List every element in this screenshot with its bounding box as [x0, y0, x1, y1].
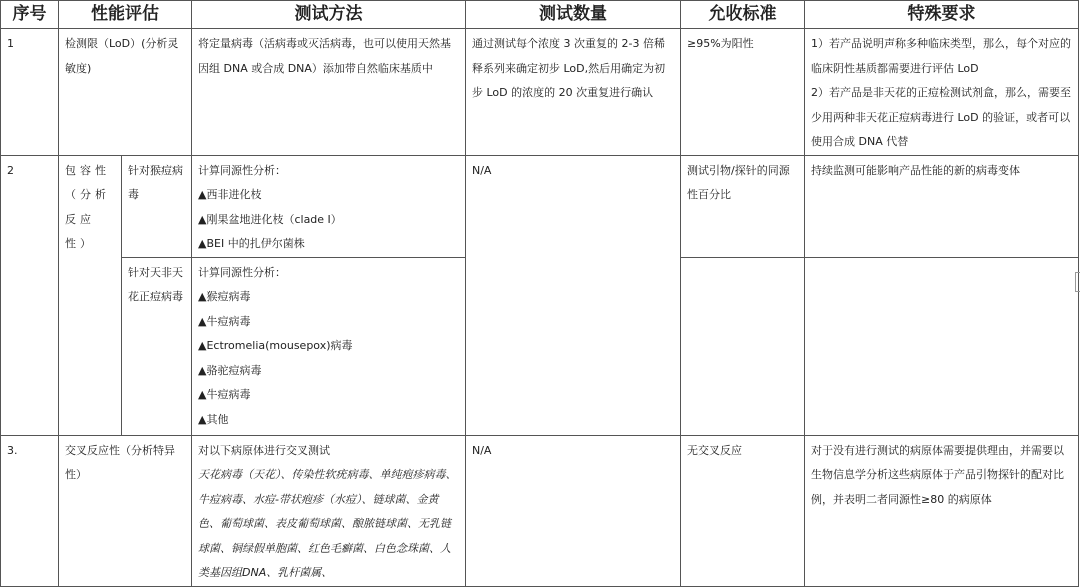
row2b-method-title: 计算同源性分析：: [198, 265, 286, 279]
header-criteria: 允收标准: [681, 1, 805, 29]
row3-special: 对于没有进行测试的病原体需要提供理由，并需要以生物信息学分析这些病原体于产品引物探针的配对比例，并表明二者同源性≥80 的病原体: [811, 443, 1064, 506]
row1-method: 将定量病毒（活病毒或灭活病毒，也可以使用天然基因组 DNA 或合成 DNA）添加带自然临床基质中: [198, 37, 451, 75]
row3-method-title: 对以下病原体进行交叉测试: [198, 443, 330, 457]
row1-no: 1: [7, 37, 14, 50]
header-quantity: 测试数量: [466, 1, 681, 29]
table-row-inclusivity-monkeypox: [1, 155, 1079, 257]
row3-pathogen-list: 天花病毒（天花）、传染性软疣病毒、单纯疱疹病毒、牛痘病毒、水痘-带状疱疹（水痘）、链球菌、金黄色、葡萄球菌、表皮葡萄球菌、酿脓链球菌、无乳链球菌、铜绿假单胞菌、红色毛癣菌、白色念珠菌、人类基因组DNA、乳杆菌属、: [198, 468, 457, 579]
row1-special-item: 1）若产品说明声称多种临床类型，那么，每个对应的临床阴性基质都需要进行评估 LoD: [811, 37, 1071, 75]
list-item: ▲猴痘病毒: [198, 290, 251, 303]
row3-criteria: 无交叉反应: [687, 443, 742, 457]
list-item: ▲牛痘病毒: [198, 388, 251, 401]
row3-no: 3.: [7, 443, 18, 457]
row2a-method-title: 计算同源性分析：: [198, 163, 286, 177]
row2a-special: 持续监测可能影响产品性能的新的病毒变体: [811, 163, 1020, 177]
row2-no: 2: [7, 163, 14, 177]
row2-quantity: N/A: [472, 163, 492, 177]
row2b-criteria-empty: [681, 258, 804, 261]
row2a-criteria: 测试引物/探针的同源性百分比: [687, 163, 790, 201]
row2-eval: 包容性（分析反应性）: [65, 163, 110, 250]
table-row-cross-reactivity: [1, 435, 1079, 586]
table-row-lod: [1, 29, 1079, 156]
header-method: 测试方法: [192, 1, 466, 29]
row1-eval: 检测限（LoD）(分析灵敏度): [65, 37, 179, 75]
row2a-method: [192, 156, 465, 257]
header-no: 序号: [1, 1, 59, 29]
row3-quantity: N/A: [472, 443, 492, 457]
list-item: ▲牛痘病毒: [198, 314, 251, 328]
header-eval: 性能评估: [59, 1, 192, 29]
row2b-label: 针对天非天花正痘病毒: [128, 265, 183, 303]
row1-special: [805, 29, 1078, 155]
page-edge-marker: [1075, 272, 1080, 292]
list-item: ▲Ectromelia(mousepox)病毒: [198, 339, 353, 352]
row2b-special-empty: [805, 258, 1078, 261]
header-special: 特殊要求: [805, 1, 1079, 29]
list-item: ▲其他: [198, 412, 229, 426]
row2a-label: 针对猴痘病毒: [128, 163, 183, 201]
list-item: ▲BEI 中的扎伊尔菌株: [198, 237, 305, 250]
header-row: [1, 1, 1079, 29]
row1-criteria: ≥95%为阳性: [687, 37, 754, 50]
list-item: ▲骆驼痘病毒: [198, 363, 262, 377]
row2b-method: [192, 258, 465, 433]
list-item: ▲西非进化枝: [198, 188, 262, 201]
row3-method: [192, 436, 465, 586]
row3-eval: 交叉反应性（分析特异性）: [65, 443, 175, 481]
row1-quantity: 通过测试每个浓度 3 次重复的 2-3 倍稀释系列来确定初步 LoD,然后用确定为初步 LoD 的浓度的 20 次重复进行确认: [472, 37, 666, 99]
list-item: ▲刚果盆地进化枝（clade I）: [198, 212, 342, 226]
row1-special-item: 2）若产品是非天花的正痘检测试剂盒，那么，需要至少用两种非天花正痘病毒进行 LoD 的验证，或者可以使用合成 DNA 代替: [811, 86, 1071, 148]
